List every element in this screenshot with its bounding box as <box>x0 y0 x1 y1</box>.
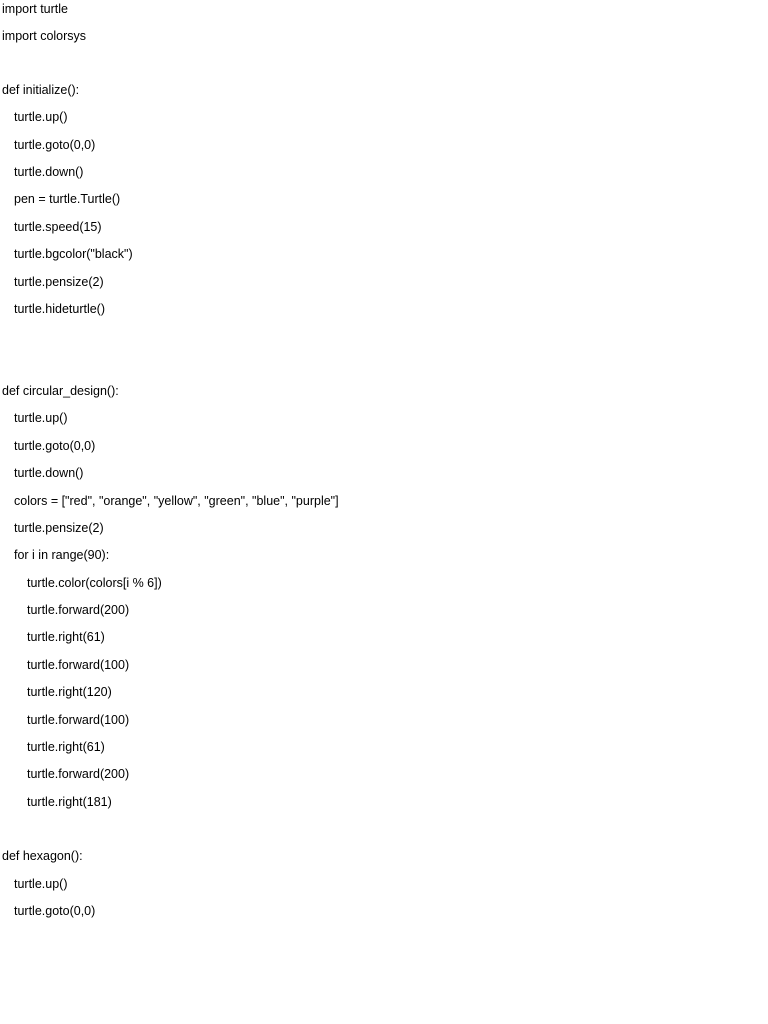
code-line-import-colorsys: import colorsys <box>2 29 87 43</box>
code-line: turtle.color(colors[i % 6]) <box>27 576 162 590</box>
code-line: turtle.down() <box>14 466 84 480</box>
code-line: turtle.pensize(2) <box>14 275 104 289</box>
code-line: turtle.goto(0,0) <box>14 439 96 453</box>
code-line: turtle.up() <box>14 411 68 425</box>
code-line-def-hexagon: def hexagon(): <box>2 849 83 863</box>
code-line: turtle.speed(15) <box>14 220 102 234</box>
code-line-def-initialize: def initialize(): <box>2 83 80 97</box>
code-line: pen = turtle.Turtle() <box>14 192 121 206</box>
code-line: turtle.up() <box>14 110 68 124</box>
code-line: turtle.right(181) <box>27 795 112 809</box>
code-line: turtle.right(61) <box>27 740 105 754</box>
code-line: turtle.right(61) <box>27 630 105 644</box>
code-line: turtle.forward(200) <box>27 767 130 781</box>
code-line: turtle.down() <box>14 165 84 179</box>
code-line: turtle.right(120) <box>27 685 112 699</box>
code-line: turtle.forward(100) <box>27 658 130 672</box>
code-line: turtle.forward(100) <box>27 713 130 727</box>
code-line: turtle.goto(0,0) <box>14 904 96 918</box>
code-line: turtle.up() <box>14 877 68 891</box>
code-line: turtle.pensize(2) <box>14 521 104 535</box>
code-line-import-turtle: import turtle <box>2 2 68 16</box>
code-line: for i in range(90): <box>14 548 110 562</box>
code-line: turtle.bgcolor("black") <box>14 247 133 261</box>
code-line-def-circular-design: def circular_design(): <box>2 384 119 398</box>
code-line: turtle.goto(0,0) <box>14 138 96 152</box>
code-line: colors = ["red", "orange", "yellow", "green", "blue", "purple"] <box>14 494 339 508</box>
code-line: turtle.forward(200) <box>27 603 130 617</box>
code-line: turtle.hideturtle() <box>14 302 106 316</box>
